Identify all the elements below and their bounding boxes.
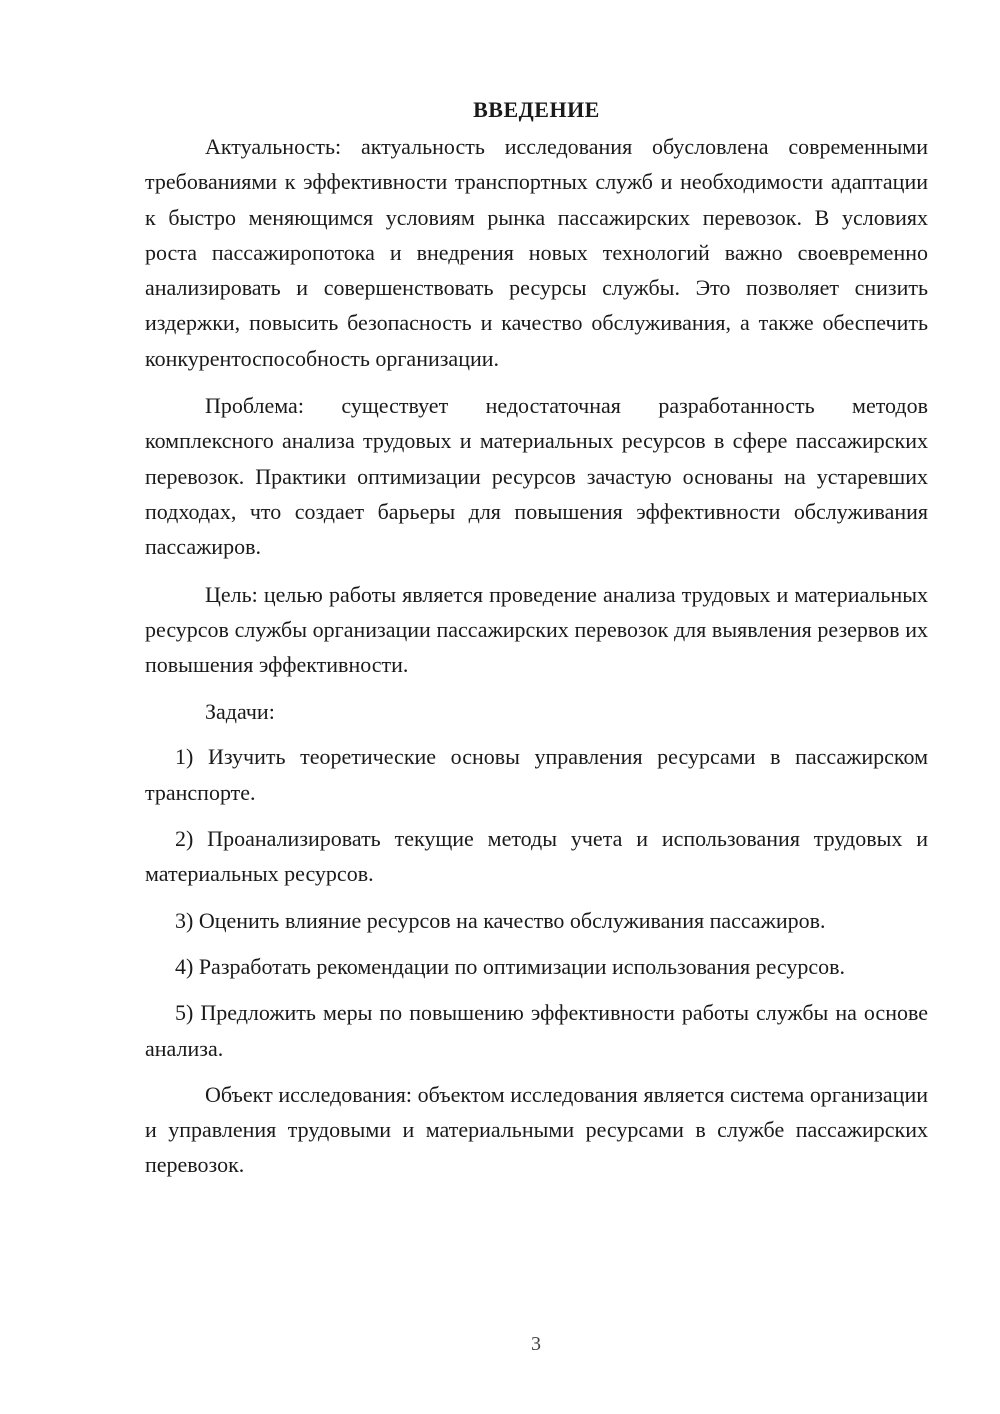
tasks-list	[145, 739, 928, 1065]
tasks-heading: Задачи:	[205, 699, 275, 725]
problem-paragraph: Проблема: существует недостаточная разработанность методов комплексного анализа трудовых и материальных ресурсов в сфере пассажирских перевозок. Практики оптимизации ресурсов зачастую основаны на устаревших подходах, что создает барьеры для повышения эффективности обслуживания пассажиров.	[145, 393, 928, 560]
list-item: 3) Оценить влияние ресурсов на качество обслуживания пассажиров.	[175, 907, 826, 933]
relevance-paragraph: Актуальность: актуальность исследования обусловлена современными требованиями к эффективности транспортных служб и необходимости адаптации к быстро меняющимся условиям рынка пассажирских перевозок. В условиях роста пассажиропотока и внедрения новых технологий важно своевременно анализировать и совершенствовать ресурсы службы. Это позволяет снизить издержки, повысить безопасность и качество обслуживания, а также обеспечить конкурентоспособность организации.	[145, 134, 928, 371]
page-number: 3	[531, 1333, 541, 1355]
list-item: 4) Разработать рекомендации по оптимизации использования ресурсов.	[175, 953, 846, 979]
section-title: ВВЕДЕНИЕ	[473, 97, 600, 122]
list-item: 5) Предложить меры по повышению эффективности работы службы на основе анализа.	[145, 1000, 928, 1061]
goal-paragraph: Цель: целью работы является проведение анализа трудовых и материальных ресурсов службы организации пассажирских перевозок для выявления резервов их повышения эффективности.	[145, 581, 928, 678]
list-item: 2) Проанализировать текущие методы учета и использования трудовых и материальных ресурсов.	[145, 826, 928, 887]
list-item: 1) Изучить теоретические основы управления ресурсами в пассажирском транспорте.	[145, 744, 928, 805]
object-paragraph: Объект исследования: объектом исследования является система организации и управления трудовыми и материальными ресурсами в службе пассажирских перевозок.	[145, 1081, 928, 1178]
document-page	[145, 92, 928, 1195]
